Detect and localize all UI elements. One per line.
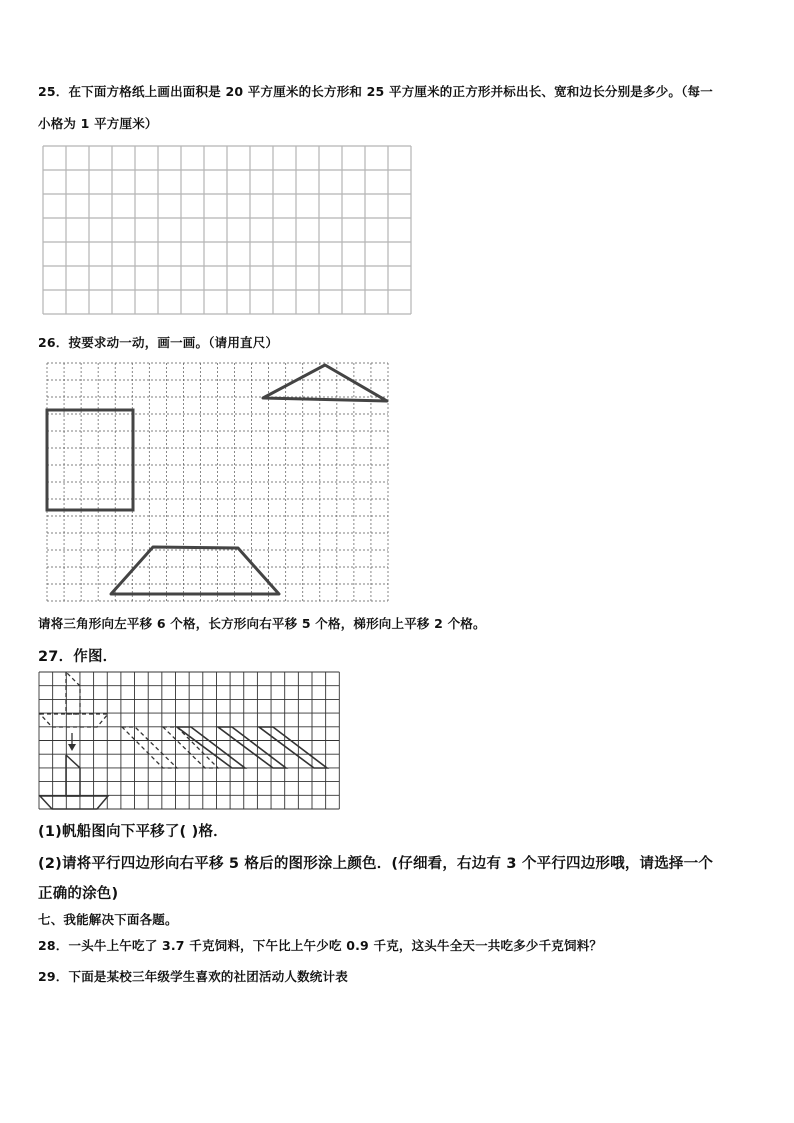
q27-sub2-line1: (2)请将平行四边形向右平移 5 格后的图形涂上颜色．(仔细看，右边有 3 个平行四边形哦，请选择一个 [38,856,714,872]
q27-sub2-line2: 正确的涂色) [38,886,119,902]
q27-parallelogram-d [259,727,327,768]
q25-text-line2: 小格为 1 平方厘米） [38,116,158,131]
q25-text-line1: 25．在下面方格纸上画出面积是 20 平方厘米的长方形和 25 平方厘米的正方形并标出长、宽和边长分别是多少。（每一 [38,84,713,99]
q26-rectangle [47,410,133,510]
q25-square-grid [43,146,411,314]
q26-instruction: 请将三角形向左平移 6 个格，长方形向右平移 5 个格，梯形向上平移 2 个格。 [38,616,486,631]
q26-triangle [263,365,387,401]
q26-trapezoid [111,547,279,594]
q29-text: 29．下面是某校三年级学生喜欢的社团活动人数统计表 [38,969,348,984]
section7-title: 七、我能解决下面各题。 [38,912,178,927]
q27-parallelogram-b [177,727,245,768]
q27-parallelogram-c [218,727,286,768]
q27-grid [39,672,339,809]
q27-title: 27．作图． [38,649,118,665]
q28-text: 28．一头牛上午吃了 3.7 千克饲料，下午比上午少吃 0.9 千克，这头牛全天一共吃多少千克饲料？ [38,938,603,953]
q27-down-arrow [68,733,76,751]
q26-title: 26．按要求动一动，画一画。（请用直尺） [38,335,279,350]
q27-sub1: (1)帆船图向下平移了( )格． [38,824,228,840]
